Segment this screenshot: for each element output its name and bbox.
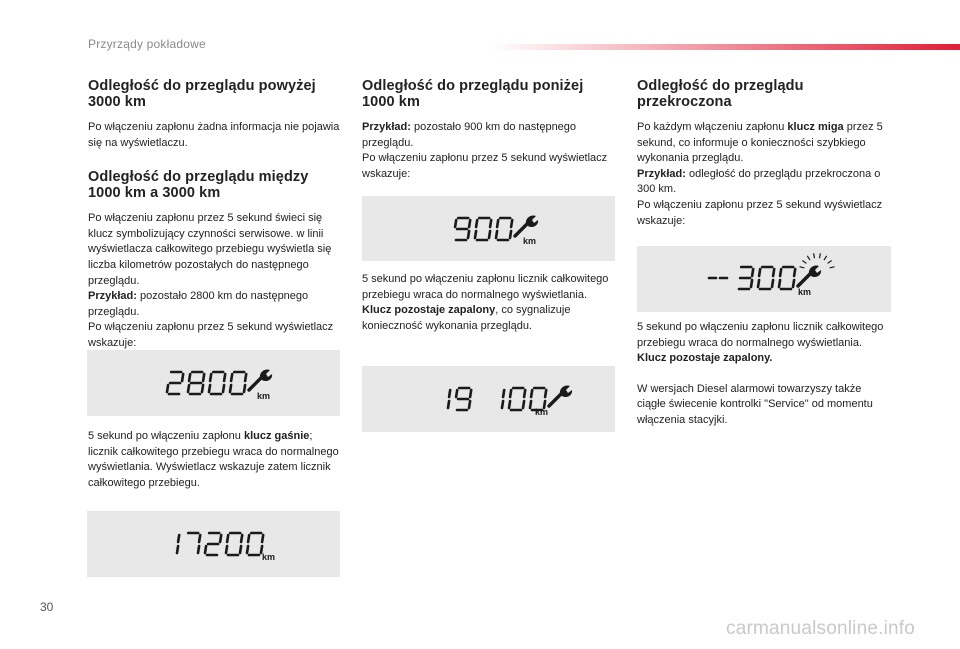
wrench-handle (249, 377, 262, 390)
digit-segment (475, 231, 476, 238)
blink-ray (824, 256, 827, 260)
digit-segment (523, 401, 524, 408)
blink-ray (800, 267, 805, 268)
column-2-lower (362, 272, 616, 334)
column-1-lower (88, 429, 342, 491)
digit-segment (188, 385, 189, 392)
page-header-title: Przyrządy pokładowe (88, 37, 206, 51)
odometer-display-minus-300 (637, 246, 891, 312)
digit-segment (759, 269, 760, 276)
digit-segment (178, 535, 179, 542)
section-text-exceeded: Po każdym włączeniu zapłonu klucz miga przez 5 sekund, co informuje o konieczności szybkiego wykonania przeglądu. Przykład: odległość do przeglądu przekroczona o 300 km. Po włączeniu zapłonu przez 5 sekund wyświetlacz wskazuje: (637, 121, 883, 227)
digit-segment (455, 220, 456, 227)
digit-segment (510, 231, 511, 238)
digit-segment (511, 220, 512, 227)
digit-segment (199, 535, 200, 542)
digit-segment (531, 390, 532, 397)
digit-segment (449, 390, 450, 397)
digits-900 (362, 196, 615, 261)
digit-segment (167, 385, 168, 392)
digit-segment (758, 280, 759, 287)
wrench-head (260, 369, 272, 381)
digit-segment (468, 231, 469, 238)
digit-segment (248, 535, 249, 542)
digit-segment (772, 280, 773, 287)
wrench-head (809, 265, 821, 277)
digit-segment (780, 269, 781, 276)
digit-segment (503, 390, 504, 397)
section-text-key-off: 5 sekund po włączeniu zapłonu klucz gaśnie; licznik całkowitego przebiegu wraca do normalnego wyświetlania. Wyświetlacz wskazuje zatem licznik całkowitego przebiegu. (88, 430, 339, 489)
digit-segment (205, 546, 206, 553)
digit-segment (182, 374, 183, 381)
odometer-display-2800 (87, 350, 340, 416)
digit-segment (752, 269, 753, 276)
section-title-1000-3000: Odległość do przeglądu między 1000 km a 3000 km (88, 169, 309, 202)
wrench-icon (515, 215, 538, 236)
digit-segment (779, 280, 780, 287)
section-text-key-stays-on: 5 sekund po włączeniu zapłonu licznik całkowitego przebiegu wraca do normalnego wyświetlania. Klucz pozostaje zapalony. (637, 321, 884, 365)
digit-segment (203, 374, 204, 381)
page-number: 30 (40, 600, 54, 614)
wrench-handle (798, 273, 811, 286)
digit-segment (227, 535, 228, 542)
odometer-display-900 (362, 196, 615, 261)
digits-minus-300 (637, 246, 891, 312)
section-title-below-1000: Odległość do przeglądu poniżej 1000 km (362, 78, 584, 110)
digit-segment (244, 385, 245, 392)
digit-segment (489, 231, 490, 238)
blink-ray (814, 253, 815, 258)
digit-segment (469, 220, 470, 227)
digit-segment (240, 546, 241, 553)
digit-segment (247, 546, 248, 553)
digit-segment (773, 269, 774, 276)
digit-segment (509, 401, 510, 408)
wrench-icon (249, 369, 272, 390)
digit-segment (524, 390, 525, 397)
digit-segment (496, 231, 497, 238)
digit-segment (245, 374, 246, 381)
digit-segment (751, 280, 752, 287)
blink-ray (819, 253, 820, 258)
header-accent-bar (490, 44, 960, 50)
digit-segment (530, 401, 531, 408)
wrench-handle (549, 393, 562, 406)
column-3-lower (637, 320, 891, 429)
km-unit-label: km (798, 287, 812, 297)
digit-segment (456, 390, 457, 397)
digit-segment (220, 535, 221, 542)
blink-ray (830, 267, 835, 268)
section-title-above-3000: Odległość do przeglądu powyżej 3000 km (88, 78, 316, 110)
digit-segment (209, 385, 210, 392)
digit-segment (202, 385, 203, 392)
wrench-icon (549, 385, 572, 406)
km-unit-label: km (257, 391, 271, 401)
column-3 (637, 78, 891, 229)
digits-2800 (87, 350, 340, 416)
digits-17200 (87, 511, 340, 577)
digit-segment (545, 390, 546, 397)
digit-segment (189, 374, 190, 381)
digit-segment (448, 401, 449, 408)
digit-segment (262, 535, 263, 542)
wrench-handle (515, 223, 528, 236)
digit-segment (210, 374, 211, 381)
section-text-above-3000: Po włączeniu zapłonu żadna informacja nie pojawia się na wyświetlaczu. (88, 121, 340, 149)
digit-segment (224, 374, 225, 381)
section-text-diesel: W wersjach Diesel alarmowi towarzyszy także ciągłe świecenie kontrolki "Service" od momentu włączenia stacyjki. (637, 382, 873, 426)
wrench-head (526, 215, 538, 227)
digit-segment (497, 220, 498, 227)
odometer-display-19100 (362, 366, 615, 432)
blink-ray (802, 261, 806, 264)
digit-segment (469, 401, 470, 408)
digit-segment (793, 280, 794, 287)
wrench-head (560, 385, 572, 397)
digit-segment (231, 374, 232, 381)
section-text-key-on: 5 sekund po włączeniu zapłonu licznik całkowitego przebiegu wraca do normalnego wyświetlania. Klucz pozostaje zapalony, co sygnalizuje konieczność wykonania przeglądu. (362, 273, 609, 332)
blink-ray (807, 256, 810, 260)
blink-ray (828, 261, 832, 264)
digit-segment (198, 546, 199, 553)
digits-19100 (362, 366, 615, 432)
digit-segment (226, 546, 227, 553)
section-text-below-1000: Przykład: pozostało 900 km do następnego przeglądu. Po włączeniu zapłonu przez 5 sekund wyświetlacz wskazuje: (362, 121, 608, 180)
digit-segment (510, 390, 511, 397)
digit-segment (177, 546, 178, 553)
column-2 (362, 78, 616, 182)
digit-segment (223, 385, 224, 392)
watermark-text: carmanualsonline.info (726, 618, 916, 639)
digit-segment (490, 220, 491, 227)
odometer-display-17200 (87, 511, 340, 577)
section-title-exceeded: Odległość do przeglądu przekroczona (637, 78, 804, 110)
column-1 (88, 78, 342, 352)
wrench-icon (798, 253, 834, 286)
digit-segment (502, 401, 503, 408)
km-unit-label: km (523, 236, 537, 246)
digit-segment (794, 269, 795, 276)
km-unit-label: km (535, 407, 549, 417)
digit-segment (230, 385, 231, 392)
digit-segment (476, 220, 477, 227)
digit-segment (241, 535, 242, 542)
km-unit-label: km (262, 552, 276, 562)
digit-segment (470, 390, 471, 397)
section-text-1000-3000: Po włączeniu zapłonu przez 5 sekund świeci się klucz symbolizujący czynności serwisowe. w linii wyświetlacza całkowitego przebiegu wyświetla się liczba kilometrów pozostałych do następnego przeglądu. Przykład: pozostało 2800 km do następnego przeglądu. Po włączeniu zapłonu przez 5 sekund wyświetlacz wskazuje: (88, 212, 334, 349)
